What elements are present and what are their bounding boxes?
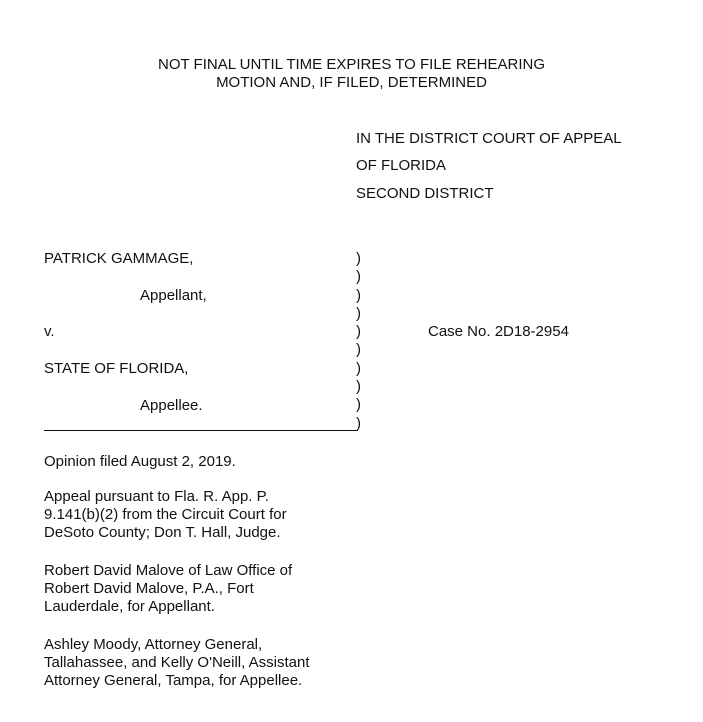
caption-paren: ) (356, 286, 361, 304)
caption-underline (44, 430, 358, 431)
caption-paren: ) (356, 304, 361, 322)
caption-paren: ) (356, 378, 361, 396)
court-name-line-3: SECOND DISTRICT (356, 185, 494, 202)
appellee-role: Appellee. (140, 397, 203, 414)
caption-paren: ) (356, 359, 361, 377)
appellant-counsel-line: Robert David Malove, P.A., Fort (44, 580, 254, 597)
appellee-counsel (44, 636, 364, 690)
caption-parentheses (356, 250, 361, 433)
appellant-counsel-line: Robert David Malove of Law Office of (44, 562, 293, 579)
appeal-info-line: 9.141(b)(2) from the Circuit Court for (44, 506, 287, 523)
appellee-counsel-line: Tallahassee, and Kelly O'Neill, Assistant (44, 654, 310, 671)
appellant-counsel (44, 562, 364, 616)
appeal-info-line: Appeal pursuant to Fla. R. App. P. (44, 488, 269, 505)
appellant-role: Appellant, (140, 287, 207, 304)
appellee-name: STATE OF FLORIDA, (44, 360, 189, 377)
appeal-info-line: DeSoto County; Don T. Hall, Judge. (44, 524, 281, 541)
caption-paren: ) (356, 414, 361, 432)
versus-label: v. (44, 323, 55, 340)
court-name-line-2: OF FLORIDA (356, 157, 447, 174)
rehearing-notice-line-1: NOT FINAL UNTIL TIME EXPIRES TO FILE REHEARING (157, 56, 546, 73)
appellee-counsel-line: Ashley Moody, Attorney General, (44, 636, 263, 653)
caption-paren: ) (356, 396, 361, 414)
case-number: Case No. 2D18-2954 (428, 323, 569, 340)
caption-paren: ) (356, 341, 361, 359)
caption-paren: ) (356, 268, 361, 286)
rehearing-notice-line-2: MOTION AND, IF FILED, DETERMINED (216, 74, 487, 91)
appellant-counsel-line: Lauderdale, for Appellant. (44, 598, 215, 615)
caption-paren: ) (356, 323, 361, 341)
appeal-info (44, 488, 364, 542)
appellee-counsel-line: Attorney General, Tampa, for Appellee. (44, 672, 303, 689)
caption-paren: ) (356, 250, 361, 267)
appellant-name: PATRICK GAMMAGE, (44, 250, 194, 267)
opinion-filed-date: Opinion filed August 2, 2019. (44, 453, 236, 470)
court-name-line-1: IN THE DISTRICT COURT OF APPEAL (356, 130, 622, 147)
